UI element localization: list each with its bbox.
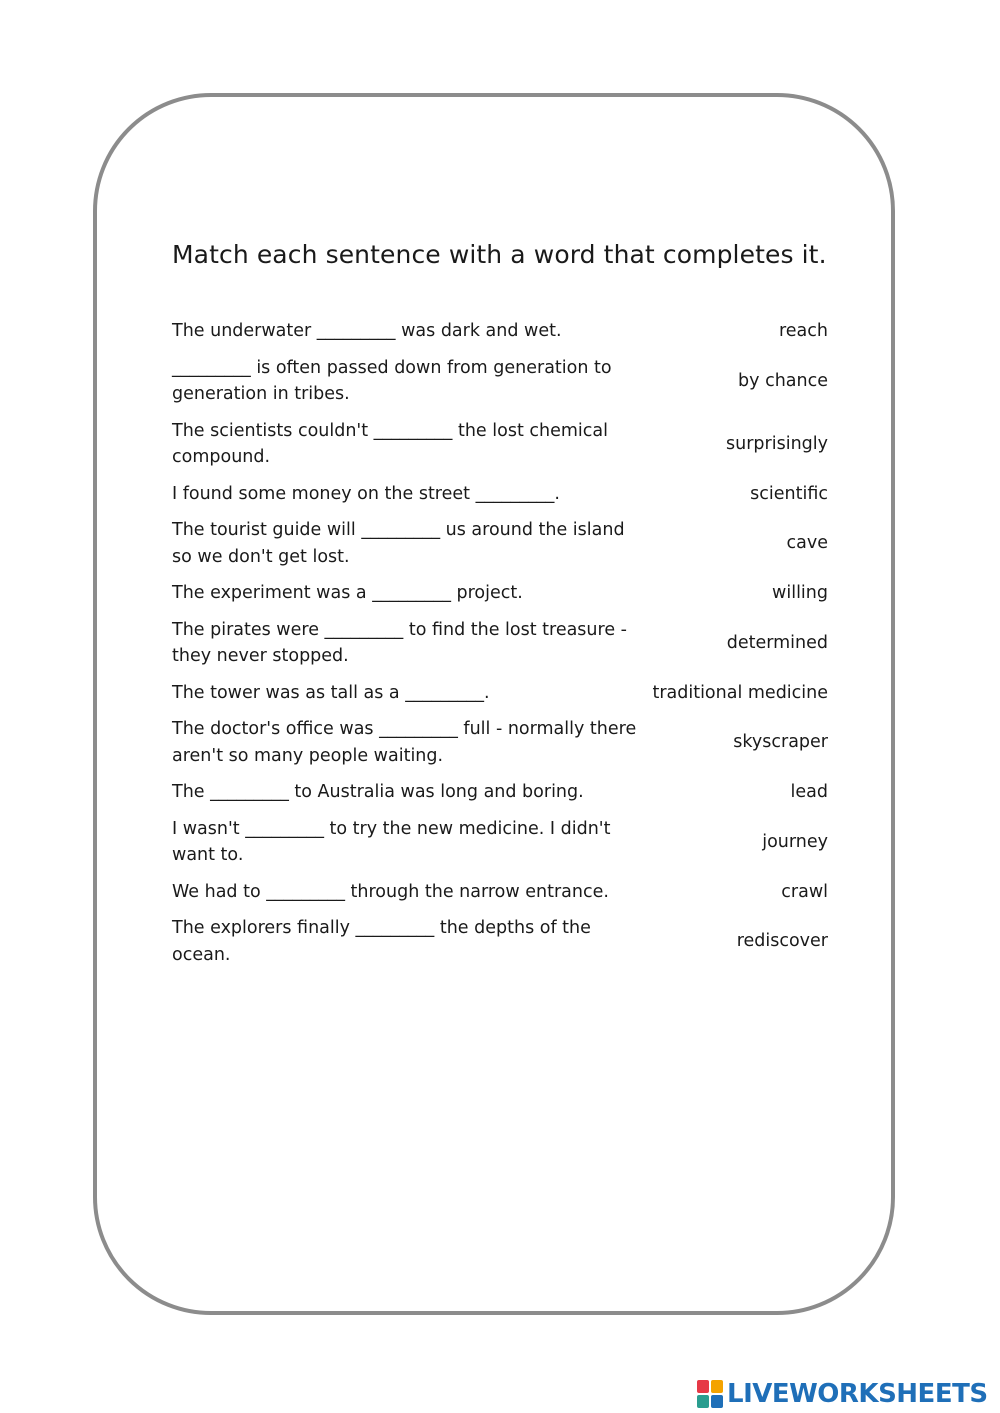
match-row bbox=[172, 418, 828, 471]
logo-square-2 bbox=[711, 1380, 723, 1393]
sentence-4: I found some money on the street _________. bbox=[172, 483, 560, 504]
word-option-4[interactable]: scientific bbox=[750, 483, 828, 504]
logo-square-1 bbox=[697, 1380, 709, 1393]
word-option-9[interactable]: skyscraper bbox=[733, 732, 828, 753]
match-row bbox=[172, 580, 828, 607]
word-option-3[interactable]: surprisingly bbox=[726, 433, 828, 454]
sentence-11: I wasn't _________ to try the new medicine. I didn't want to. bbox=[172, 818, 611, 865]
match-row bbox=[172, 617, 828, 670]
match-row bbox=[172, 879, 828, 906]
word-option-11[interactable]: journey bbox=[762, 831, 828, 852]
sentence-6: The experiment was a _________ project. bbox=[172, 583, 523, 603]
match-list bbox=[172, 318, 828, 978]
word-option-13[interactable]: rediscover bbox=[736, 931, 828, 952]
word-option-8[interactable]: traditional medicine bbox=[652, 682, 828, 703]
liveworksheets-logo bbox=[697, 1379, 988, 1409]
sentence-5: The tourist guide will _________ us around the island so we don't get lost. bbox=[172, 520, 625, 567]
match-row bbox=[172, 517, 828, 570]
sentence-2: _________ is often passed down from generation to generation in tribes. bbox=[172, 357, 612, 404]
word-option-6[interactable]: willing bbox=[772, 583, 828, 603]
sentence-10: The _________ to Australia was long and boring. bbox=[172, 782, 584, 802]
match-row bbox=[172, 355, 828, 408]
sentence-9: The doctor's office was _________ full - normally there aren't so many people waiting. bbox=[172, 719, 637, 766]
sentence-13: The explorers finally _________ the depths of the ocean. bbox=[172, 918, 591, 965]
worksheet-title: Match each sentence with a word that completes it. bbox=[172, 240, 827, 269]
liveworksheets-logo-icon bbox=[697, 1380, 723, 1408]
word-option-5[interactable]: cave bbox=[786, 533, 828, 554]
logo-square-3 bbox=[697, 1395, 709, 1408]
match-row bbox=[172, 915, 828, 968]
word-option-2[interactable]: by chance bbox=[738, 370, 828, 391]
sentence-8: The tower was as tall as a _________. bbox=[172, 682, 490, 703]
word-option-12[interactable]: crawl bbox=[781, 881, 828, 902]
sentence-1: The underwater _________ was dark and wet. bbox=[172, 321, 562, 341]
match-row bbox=[172, 816, 828, 869]
sentence-3: The scientists couldn't _________ the lost chemical compound. bbox=[172, 420, 608, 467]
match-row bbox=[172, 680, 828, 707]
sentence-12: We had to _________ through the narrow entrance. bbox=[172, 881, 609, 902]
match-row bbox=[172, 318, 828, 345]
match-row bbox=[172, 481, 828, 508]
word-option-7[interactable]: determined bbox=[726, 632, 828, 653]
word-option-10[interactable]: lead bbox=[790, 782, 828, 802]
match-row bbox=[172, 779, 828, 806]
logo-square-4 bbox=[711, 1395, 723, 1408]
word-option-1[interactable]: reach bbox=[778, 321, 828, 341]
logo-text: LIVEWORKSHEETS bbox=[727, 1379, 988, 1409]
sentence-7: The pirates were _________ to find the lost treasure - they never stopped. bbox=[172, 619, 627, 666]
match-row bbox=[172, 716, 828, 769]
